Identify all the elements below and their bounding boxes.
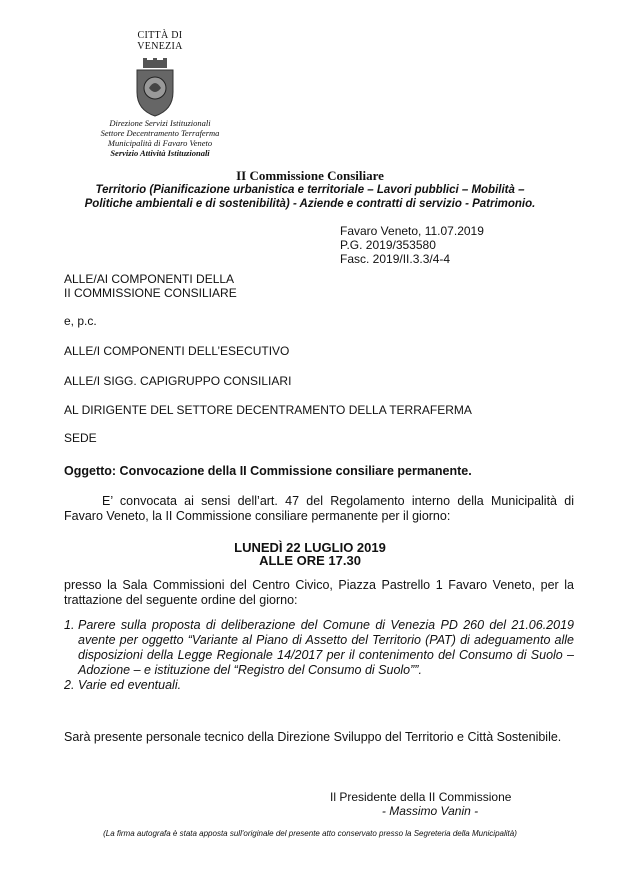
recipient-executive: ALLE/I COMPONENTI DELL’ESECUTIVO xyxy=(64,344,290,358)
agenda-item-number: 2. xyxy=(64,678,75,692)
agenda-item-text: Parere sulla proposta di deliberazione del Comune di Venezia PD 260 del 21.06.2019 avente per oggetto “Variante al Piano di Assetto del Territorio (PAT) di adeguamento alle disposizioni della Legge Regionale 14/2017 per il contenimento del Consumo di Suolo – Adozione – e istituzione del “Registro del Consumo di Suolo””. xyxy=(78,618,574,677)
recipient-group-leaders: ALLE/I SIGG. CAPIGRUPPO CONSILIARI xyxy=(64,374,292,388)
protocol-number: P.G. 2019/353580 xyxy=(340,238,436,252)
agenda-item xyxy=(64,618,574,678)
agenda-list xyxy=(64,618,574,693)
commission-title: II Commissione Consiliare xyxy=(236,168,384,183)
commission-subtitle-1: Territorio (Pianificazione urbanistica e territoriale – Lavori pubblici – Mobilità – xyxy=(95,184,525,196)
agenda-item-text: Varie ed eventuali. xyxy=(78,678,182,692)
city-name-line1: CITTÀ DI xyxy=(137,30,183,41)
subject-line: Oggetto: Convocazione della II Commissione consiliare permanente. xyxy=(64,464,472,478)
agenda-item-number: 1. xyxy=(64,618,75,632)
intro-paragraph: E’ convocata ai sensi dell’art. 47 del Regolamento interno della Municipalità di Favaro Veneto, la II Commissione consiliare permanente per il giorno: xyxy=(64,494,574,523)
recipient-director: AL DIRIGENTE DEL SETTORE DECENTRAMENTO DELLA TERRAFERMA xyxy=(64,403,472,417)
agenda-item xyxy=(64,678,574,693)
signatory-name: - Massimo Vanin - xyxy=(381,804,479,818)
signatory-role: Il Presidente della II Commissione xyxy=(330,790,512,804)
location-paragraph: presso la Sala Commissioni del Centro Civico, Piazza Pastrello 1 Favaro Veneto, per la trattazione del seguente ordine del giorno: xyxy=(64,578,574,607)
file-number: Fasc. 2019/II.3.3/4-4 xyxy=(340,252,451,266)
commission-subtitle-2: Politiche ambientali e di sostenibilità) - Aziende e contratti di servizio - Patrimonio. xyxy=(84,198,536,210)
technical-staff-note: Sarà presente personale tecnico della Direzione Sviluppo del Territorio e Città Sostenibile. xyxy=(64,730,562,744)
meeting-date: LUNEDÌ 22 LUGLIO 2019 xyxy=(234,540,386,555)
city-crest-icon xyxy=(125,58,185,118)
office-lines xyxy=(60,118,260,158)
office-line-3: Municipalità di Favaro Veneto xyxy=(107,138,213,148)
cc-label: e, p.c. xyxy=(64,314,97,328)
city-brand xyxy=(90,30,230,52)
place-date: Favaro Veneto, 11.07.2019 xyxy=(340,224,484,238)
office-line-1: Direzione Servizi Istituzionali xyxy=(109,118,211,128)
document-meta xyxy=(340,224,580,266)
recipient-line-1: ALLE/AI COMPONENTI DELLA xyxy=(64,272,235,286)
recipient-line-2: II COMMISSIONE CONSILIARE xyxy=(64,286,237,300)
meeting-time: ALLE ORE 17.30 xyxy=(259,553,361,568)
city-name-line2: VENEZIA xyxy=(137,41,183,52)
footer-note: (La firma autografa è stata apposta sull'originale del presente atto conservato presso la Segreteria della Municipalità) xyxy=(103,829,517,838)
service-name: Servizio Attività Istituzionali xyxy=(110,148,210,158)
recipient-seat: SEDE xyxy=(64,431,97,445)
office-line-2: Settore Decentramento Terraferma xyxy=(100,128,220,138)
